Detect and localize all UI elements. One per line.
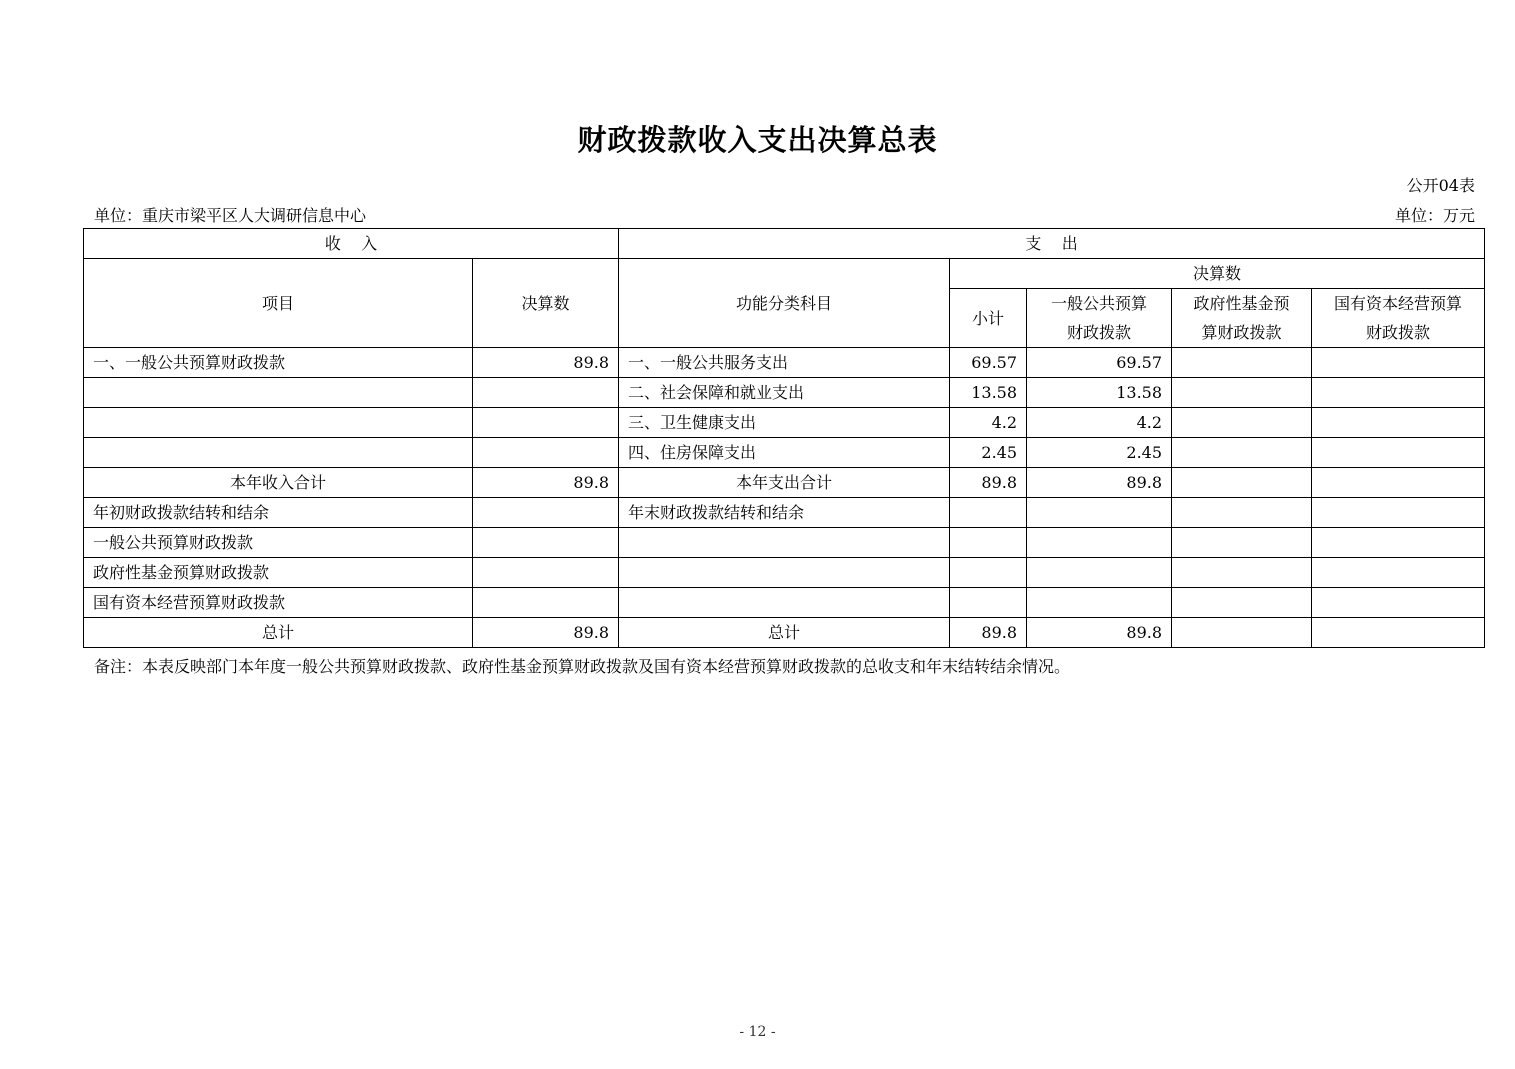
income-item — [84, 438, 473, 468]
income-item: 本年收入合计 — [84, 468, 473, 498]
general-public — [1027, 558, 1172, 588]
gov-fund — [1172, 618, 1312, 648]
gov-fund — [1172, 468, 1312, 498]
header-item: 项目 — [84, 259, 473, 348]
gov-fund — [1172, 348, 1312, 378]
subtotal: 89.8 — [950, 618, 1027, 648]
state-capital — [1312, 468, 1485, 498]
general-public: 2.45 — [1027, 438, 1172, 468]
header-gov-fund-line1: 政府性基金预 — [1193, 294, 1290, 313]
income-item: 国有资本经营预算财政拨款 — [84, 588, 473, 618]
page-number: - 12 - — [739, 1024, 776, 1040]
header-amount: 决算数 — [473, 259, 619, 348]
header-subtotal: 小计 — [950, 289, 1027, 348]
expense-item: 二、社会保障和就业支出 — [619, 378, 950, 408]
subtotal: 69.57 — [950, 348, 1027, 378]
expense-item — [619, 558, 950, 588]
table-row-grand-total — [84, 618, 1485, 648]
expense-item: 年末财政拨款结转和结余 — [619, 498, 950, 528]
form-number: 公开04表 — [1406, 176, 1475, 195]
header-final-amount: 决算数 — [950, 259, 1485, 289]
table-row — [84, 588, 1485, 618]
header-income: 收 入 — [84, 229, 619, 259]
table-row — [84, 558, 1485, 588]
table-row — [84, 348, 1485, 378]
expense-item — [619, 528, 950, 558]
general-public — [1027, 588, 1172, 618]
income-item: 一般公共预算财政拨款 — [84, 528, 473, 558]
general-public: 89.8 — [1027, 468, 1172, 498]
general-public — [1027, 498, 1172, 528]
income-amount — [473, 498, 619, 528]
state-capital — [1312, 588, 1485, 618]
income-amount — [473, 558, 619, 588]
income-item: 年初财政拨款结转和结余 — [84, 498, 473, 528]
expense-item: 总计 — [619, 618, 950, 648]
header-row-1 — [84, 229, 1485, 259]
unit-organization: 单位：重庆市梁平区人大调研信息中心 — [94, 206, 367, 225]
income-amount — [473, 528, 619, 558]
state-capital — [1312, 438, 1485, 468]
expense-item: 本年支出合计 — [619, 468, 950, 498]
budget-table — [83, 228, 1485, 648]
header-general-public-line1: 一般公共预算 — [1051, 294, 1148, 313]
table-note: 备注：本表反映部门本年度一般公共预算财政拨款、政府性基金预算财政拨款及国有资本经营预算财政拨款的总收支和年末结转结余情况。 — [94, 657, 1071, 676]
subtotal — [950, 588, 1027, 618]
state-capital — [1312, 378, 1485, 408]
header-state-capital-line2: 财政拨款 — [1366, 323, 1431, 342]
general-public: 4.2 — [1027, 408, 1172, 438]
income-item: 政府性基金预算财政拨款 — [84, 558, 473, 588]
income-amount — [473, 378, 619, 408]
header-general-public-line2: 财政拨款 — [1067, 323, 1132, 342]
subtotal — [950, 558, 1027, 588]
state-capital — [1312, 408, 1485, 438]
header-state-capital-line1: 国有资本经营预算 — [1334, 294, 1463, 313]
gov-fund — [1172, 408, 1312, 438]
subtotal: 13.58 — [950, 378, 1027, 408]
expense-item: 三、卫生健康支出 — [619, 408, 950, 438]
unit-currency: 单位：万元 — [1394, 206, 1475, 225]
general-public: 13.58 — [1027, 378, 1172, 408]
table-row-annual-total — [84, 468, 1485, 498]
header-row-2 — [84, 259, 1485, 289]
table-row — [84, 438, 1485, 468]
income-item: 一、一般公共预算财政拨款 — [84, 348, 473, 378]
table-row — [84, 528, 1485, 558]
expense-item: 四、住房保障支出 — [619, 438, 950, 468]
table-row — [84, 498, 1485, 528]
subtotal: 89.8 — [950, 468, 1027, 498]
header-func-category: 功能分类科目 — [619, 259, 950, 348]
gov-fund — [1172, 378, 1312, 408]
subtotal: 2.45 — [950, 438, 1027, 468]
income-amount — [473, 408, 619, 438]
subtotal — [950, 498, 1027, 528]
expense-item — [619, 588, 950, 618]
header-expense: 支 出 — [619, 229, 1485, 259]
general-public: 89.8 — [1027, 618, 1172, 648]
page-title: 财政拨款收入支出决算总表 — [577, 123, 938, 157]
subtotal: 4.2 — [950, 408, 1027, 438]
income-amount — [473, 438, 619, 468]
state-capital — [1312, 558, 1485, 588]
income-item: 总计 — [84, 618, 473, 648]
income-amount — [473, 588, 619, 618]
general-public: 69.57 — [1027, 348, 1172, 378]
subtotal — [950, 528, 1027, 558]
state-capital — [1312, 498, 1485, 528]
header-state-capital — [1312, 289, 1485, 348]
gov-fund — [1172, 558, 1312, 588]
income-amount: 89.8 — [473, 618, 619, 648]
header-gov-fund — [1172, 289, 1312, 348]
gov-fund — [1172, 588, 1312, 618]
gov-fund — [1172, 498, 1312, 528]
gov-fund — [1172, 438, 1312, 468]
table-row — [84, 408, 1485, 438]
header-general-public — [1027, 289, 1172, 348]
income-item — [84, 408, 473, 438]
general-public — [1027, 528, 1172, 558]
income-item — [84, 378, 473, 408]
expense-item: 一、一般公共服务支出 — [619, 348, 950, 378]
gov-fund — [1172, 528, 1312, 558]
income-amount: 89.8 — [473, 468, 619, 498]
state-capital — [1312, 528, 1485, 558]
state-capital — [1312, 618, 1485, 648]
state-capital — [1312, 348, 1485, 378]
table-row — [84, 378, 1485, 408]
income-amount: 89.8 — [473, 348, 619, 378]
header-gov-fund-line2: 算财政拨款 — [1201, 323, 1282, 342]
